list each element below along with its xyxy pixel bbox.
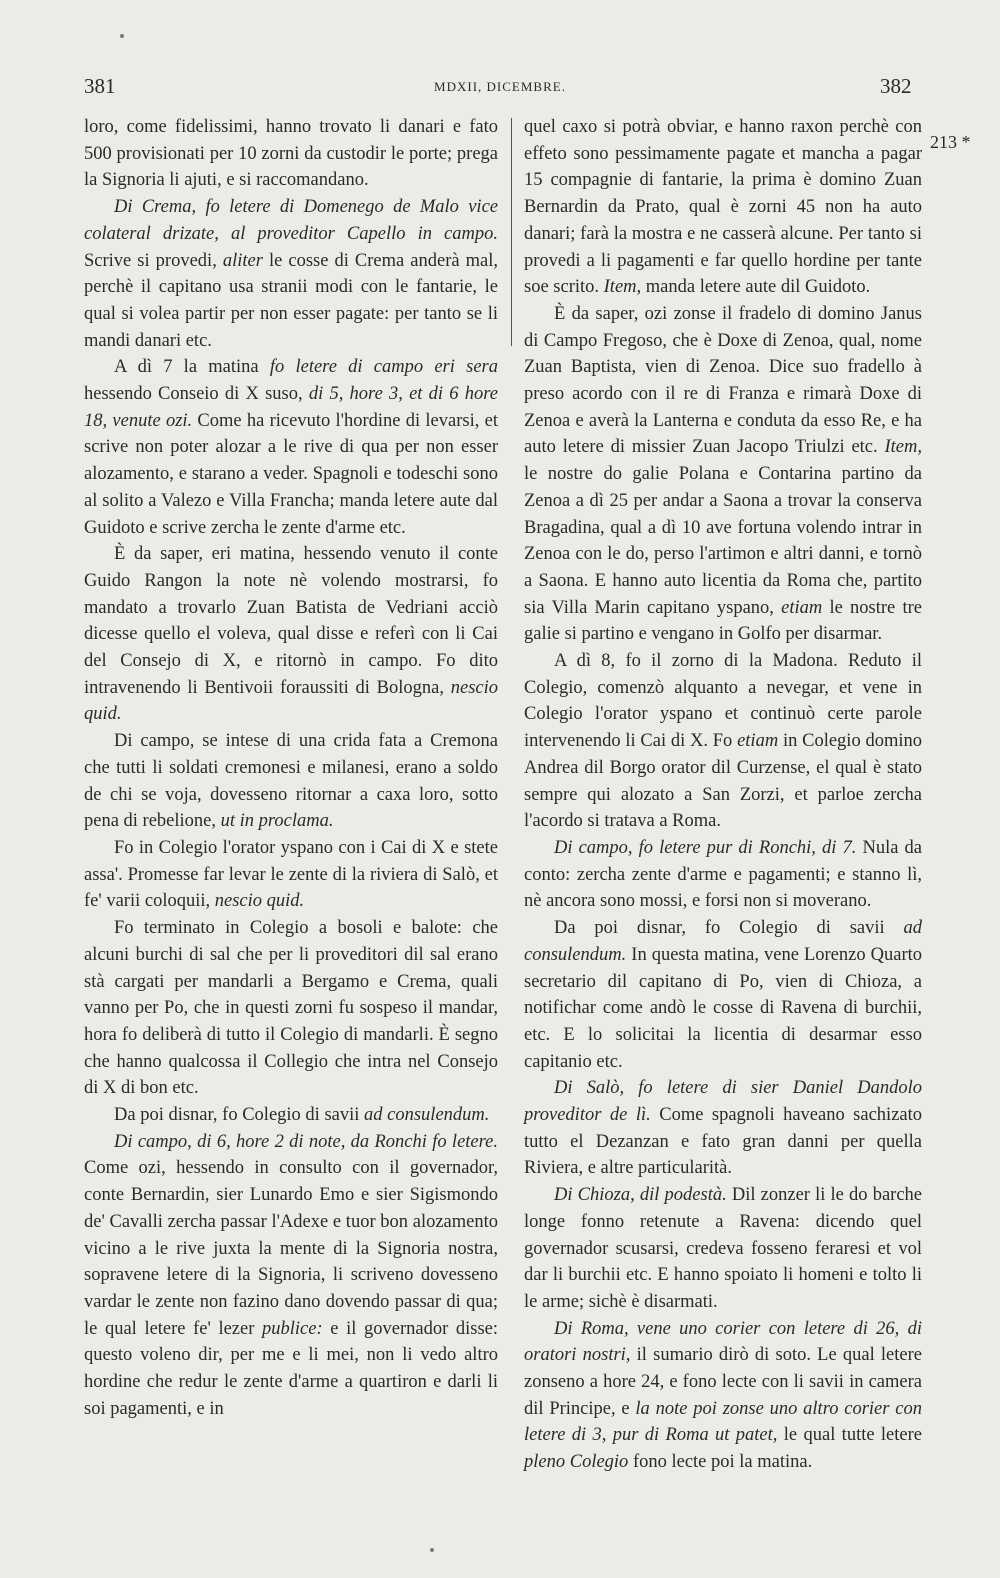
right-column [524, 114, 922, 1476]
body-text: È da saper, eri matina, hessendo venuto il conte Guido Rangon la note nè volendo mostrarsi, fo mandato a trovarlo Zuan Batista de Vedriani acciò dicesse quello el voleva, qual disse e referì con li Cai del Consejo di X, e ritornò in campo. Fo dito intravenendo li Bentivoii foraussiti di Bologna, [84, 544, 498, 698]
italic-text: publice: [262, 1318, 323, 1339]
paragraph [84, 354, 498, 541]
margin-number: 213 * [930, 132, 971, 152]
paragraph [524, 114, 922, 301]
italic-text: Di Crema, fo letere di Domenego de Malo vice colateral drizate, al proveditor Capello in campo. [84, 197, 498, 244]
italic-text: ad consulendum. [524, 918, 922, 965]
body-text: A dì 8, fo il zorno di la Madona. Reduto il Colegio, comenzò alquanto a nevegar, et vene in Colegio l'orator yspano et continuò certe parole intervenendo li Cai di X. Fo [524, 651, 922, 752]
body-text: quel caxo si potrà obviar, e hanno raxon perchè con effeto sono pessimamente pagate et mancha a pagar 15 compagnie di fantarie, la prima è domino Zuan Bernardin da Prato, qual è zorni 45 non ha auto danari; farà la mostra e ne casserà alcune. Per tanto si provedi a li pagamenti e far quello hordine per tante soe scrito. [524, 117, 922, 298]
italic-text: ad consulendum. [364, 1105, 490, 1126]
italic-text: ut in proclama. [220, 811, 334, 832]
paragraph [84, 835, 498, 915]
italic-text: pleno Colegio [524, 1452, 629, 1473]
body-text: Come spagnoli haveano sachizato tutto el Dezanzan e fato gran danni per quella Riviera, e altre particularità. [524, 1105, 923, 1179]
italic-text: Di campo, fo letere pur di Ronchi, di 7. [554, 837, 857, 858]
italic-text: Di Salò, fo letere di sier Daniel Dandolo proveditor de lì. [524, 1078, 922, 1126]
paragraph [524, 835, 922, 915]
body-text: le qual tutte letere [777, 1425, 922, 1446]
body-text: hessendo Conseio di X suso, [84, 384, 309, 405]
running-title: MDXII, DICEMBRE. [434, 79, 566, 94]
body-text: Fo terminato in Colegio a bosoli e balote: che alcuni burchi di sal che per li proveditori dil sal erano stà cargati per mandarli a Bergamo e Crema, quali vanno per Po, che in questi zorni fu sospeso il mandar, hora fo deliberà di tutto il Colegio di mandarli. È segno che hanno qualcossa il Collegio che intra nel Consejo di X di bon etc. [84, 918, 498, 1099]
body-text: Di campo, se intese di una crida fata a Cremona che tutti li soldati cremonesi e milanesi, erano a soldo de chi se voja, dovesseno ritornar a caxa loro, sotto pena di rebelione, [84, 731, 498, 832]
body-text: Nula da conto: zercha zente d'arme e pagamenti; e stanno lì, nè ancora sono mossi, e forsi non si moverano. [524, 837, 922, 912]
body-text: loro, come fidelissimi, hanno trovato li danari e fato 500 provisionati per 10 zorni da custodir le porte; prega la Signoria li ajuti, e si raccomandano. [84, 117, 498, 191]
paragraph [84, 915, 498, 1102]
body-text: Come ozi, hessendo in consulto con il governador, conte Bernardin, sier Lunardo Emo e sier Sigismondo de' Cavalli zercha passar l'Adexe e tuor bon alozamento vicino a le rive juxta la mente di la Signoria nostra, sopravene letere di la Signoria, li scriveno dovesseno vardar le zente non fazino dano dovendo passar di qua; le qual letere fe' lezer [84, 1158, 498, 1339]
paragraph [524, 1316, 922, 1476]
page-header [0, 68, 1000, 98]
body-text: le nostre do galie Polana e Contarina partino da Zenoa a dì 25 per andar a Saona a trovar la conserva Bragadina, qual a dì 10 ave fortuna volendo intrar in Zenoa con le do, perso l'artimon e altri danni, e tornò a Saona. E hanno auto licentia da Roma che, partito sia Villa Marin capitano yspano, [524, 464, 922, 618]
italic-text: nescio quid. [84, 677, 498, 725]
body-text: Dil zonzer li le do barche longe fonno retenute a Ravena: dicendo quel governador scusarsi, credeva fosseno feraresi et vol dar li burchii etc. E hanno spoiato li homeni e tolto li le arme; sichè è disarmati. [524, 1185, 922, 1312]
paragraph [524, 1182, 922, 1316]
speck-bottom [430, 1548, 434, 1552]
body-text: Scrive si provedi, [84, 250, 223, 271]
column-divider [511, 118, 512, 346]
italic-text: aliter [222, 250, 263, 271]
right-page-number: 382 [880, 74, 912, 98]
body-text: Fo in Colegio l'orator yspano con i Cai di X e stete assa'. Promesse far levar le zente di la riviera di Salò, et fe' varii coloquii, [84, 837, 498, 912]
italic-text: Di campo, di 6, hore 2 di note, da Ronchi fo letere. [114, 1131, 498, 1152]
body-text: manda letere aute dil Guidoto. [641, 277, 871, 298]
paragraph [84, 541, 498, 728]
paragraph [84, 114, 498, 194]
italic-text: di 5, hore 3, et di 6 hore 18, venute ozi. [84, 384, 498, 431]
left-column [84, 114, 498, 1422]
body-text: il sumario dirò di soto. Le qual letere zonseno a hore 24, e fono lecte con li savii in camera dil Principe, e [524, 1345, 922, 1419]
body-text: in Colegio domino Andrea dil Borgo orator dil Curzense, el qual è stato sempre qui alozato a San Zorzi, et parloe zercha l'acordo si tratava a Roma. [524, 731, 922, 832]
paragraph [84, 1102, 498, 1129]
body-text: fono lecte poi la matina. [628, 1452, 813, 1473]
body-text: le nostre tre galie si partino e vengano in Golfo per disarmar. [524, 597, 922, 645]
italic-text: Di Chioza, dil podestà. [554, 1185, 727, 1206]
body-text: Da poi disnar, fo Colegio di savii [554, 918, 904, 939]
paragraph [524, 301, 922, 648]
italic-text: etiam [781, 597, 823, 618]
paragraph [84, 194, 498, 354]
paragraph [524, 648, 922, 835]
body-text: e il governador disse: questo voleno dir, per me e li mei, non li vedo altro hordine che redur le zente d'arme a quartiron e darli li soi pagamenti, e in [84, 1318, 498, 1419]
italic-text: nescio quid. [214, 891, 305, 912]
italic-text: la note poi zonse uno altro corier con letere di 3, pur di Roma ut patet, [524, 1398, 922, 1446]
body-text: Come ha ricevuto l'hordine di levarsi, et scrive non poter alozar a le rive di qua per non esser alozamento, e starano a veder. Spagnoli e todeschi sono al solito a Valezo e Villa Francha; manda letere aute dal Guidoto e scrive zercha le zente d'arme etc. [84, 410, 498, 538]
paragraph [524, 1075, 922, 1182]
body-text: A dì 7 la matina [114, 357, 270, 378]
italic-text: etiam [737, 731, 779, 752]
left-page-number: 381 [84, 74, 116, 98]
body-text: Da poi disnar, fo Colegio di savii [114, 1105, 365, 1126]
italic-text: fo letere di campo eri sera [269, 357, 498, 378]
italic-text: Item, [603, 277, 642, 298]
italic-text: Di Roma, vene uno corier con letere di 26, di oratori nostri, [524, 1318, 922, 1366]
italic-text: Item, [884, 437, 922, 458]
body-text: È da saper, ozi zonse il fradelo di domino Janus di Campo Fregoso, che è Doxe di Zenoa, qual, nome Zuan Baptista, vien di Zenoa. Dice suo fradello à preso acordo con il re di Franza e rimarà Doxe di Zenoa e averà la Lanterna e conduta da esso Re, e ha auto letere di missier Zuan Jacopo Triulzi etc. [524, 303, 922, 458]
speck-top [120, 34, 124, 38]
paragraph [524, 915, 922, 1075]
paragraph [84, 1129, 498, 1423]
paragraph [84, 728, 498, 835]
body-text: le cosse di Crema anderà mal, perchè il capitano usa stranii modi con le fantarie, le qual si volea partir per non esser pagate: per tanto se li mandi danari etc. [84, 250, 498, 351]
body-text: In questa matina, vene Lorenzo Quarto secretario dil capitano di Po, vien di Chioza, a notifichar come andò le cosse di Ravena di burchii, etc. E lo solicitai la licentia di desarmar esso capitanio etc. [524, 944, 922, 1072]
